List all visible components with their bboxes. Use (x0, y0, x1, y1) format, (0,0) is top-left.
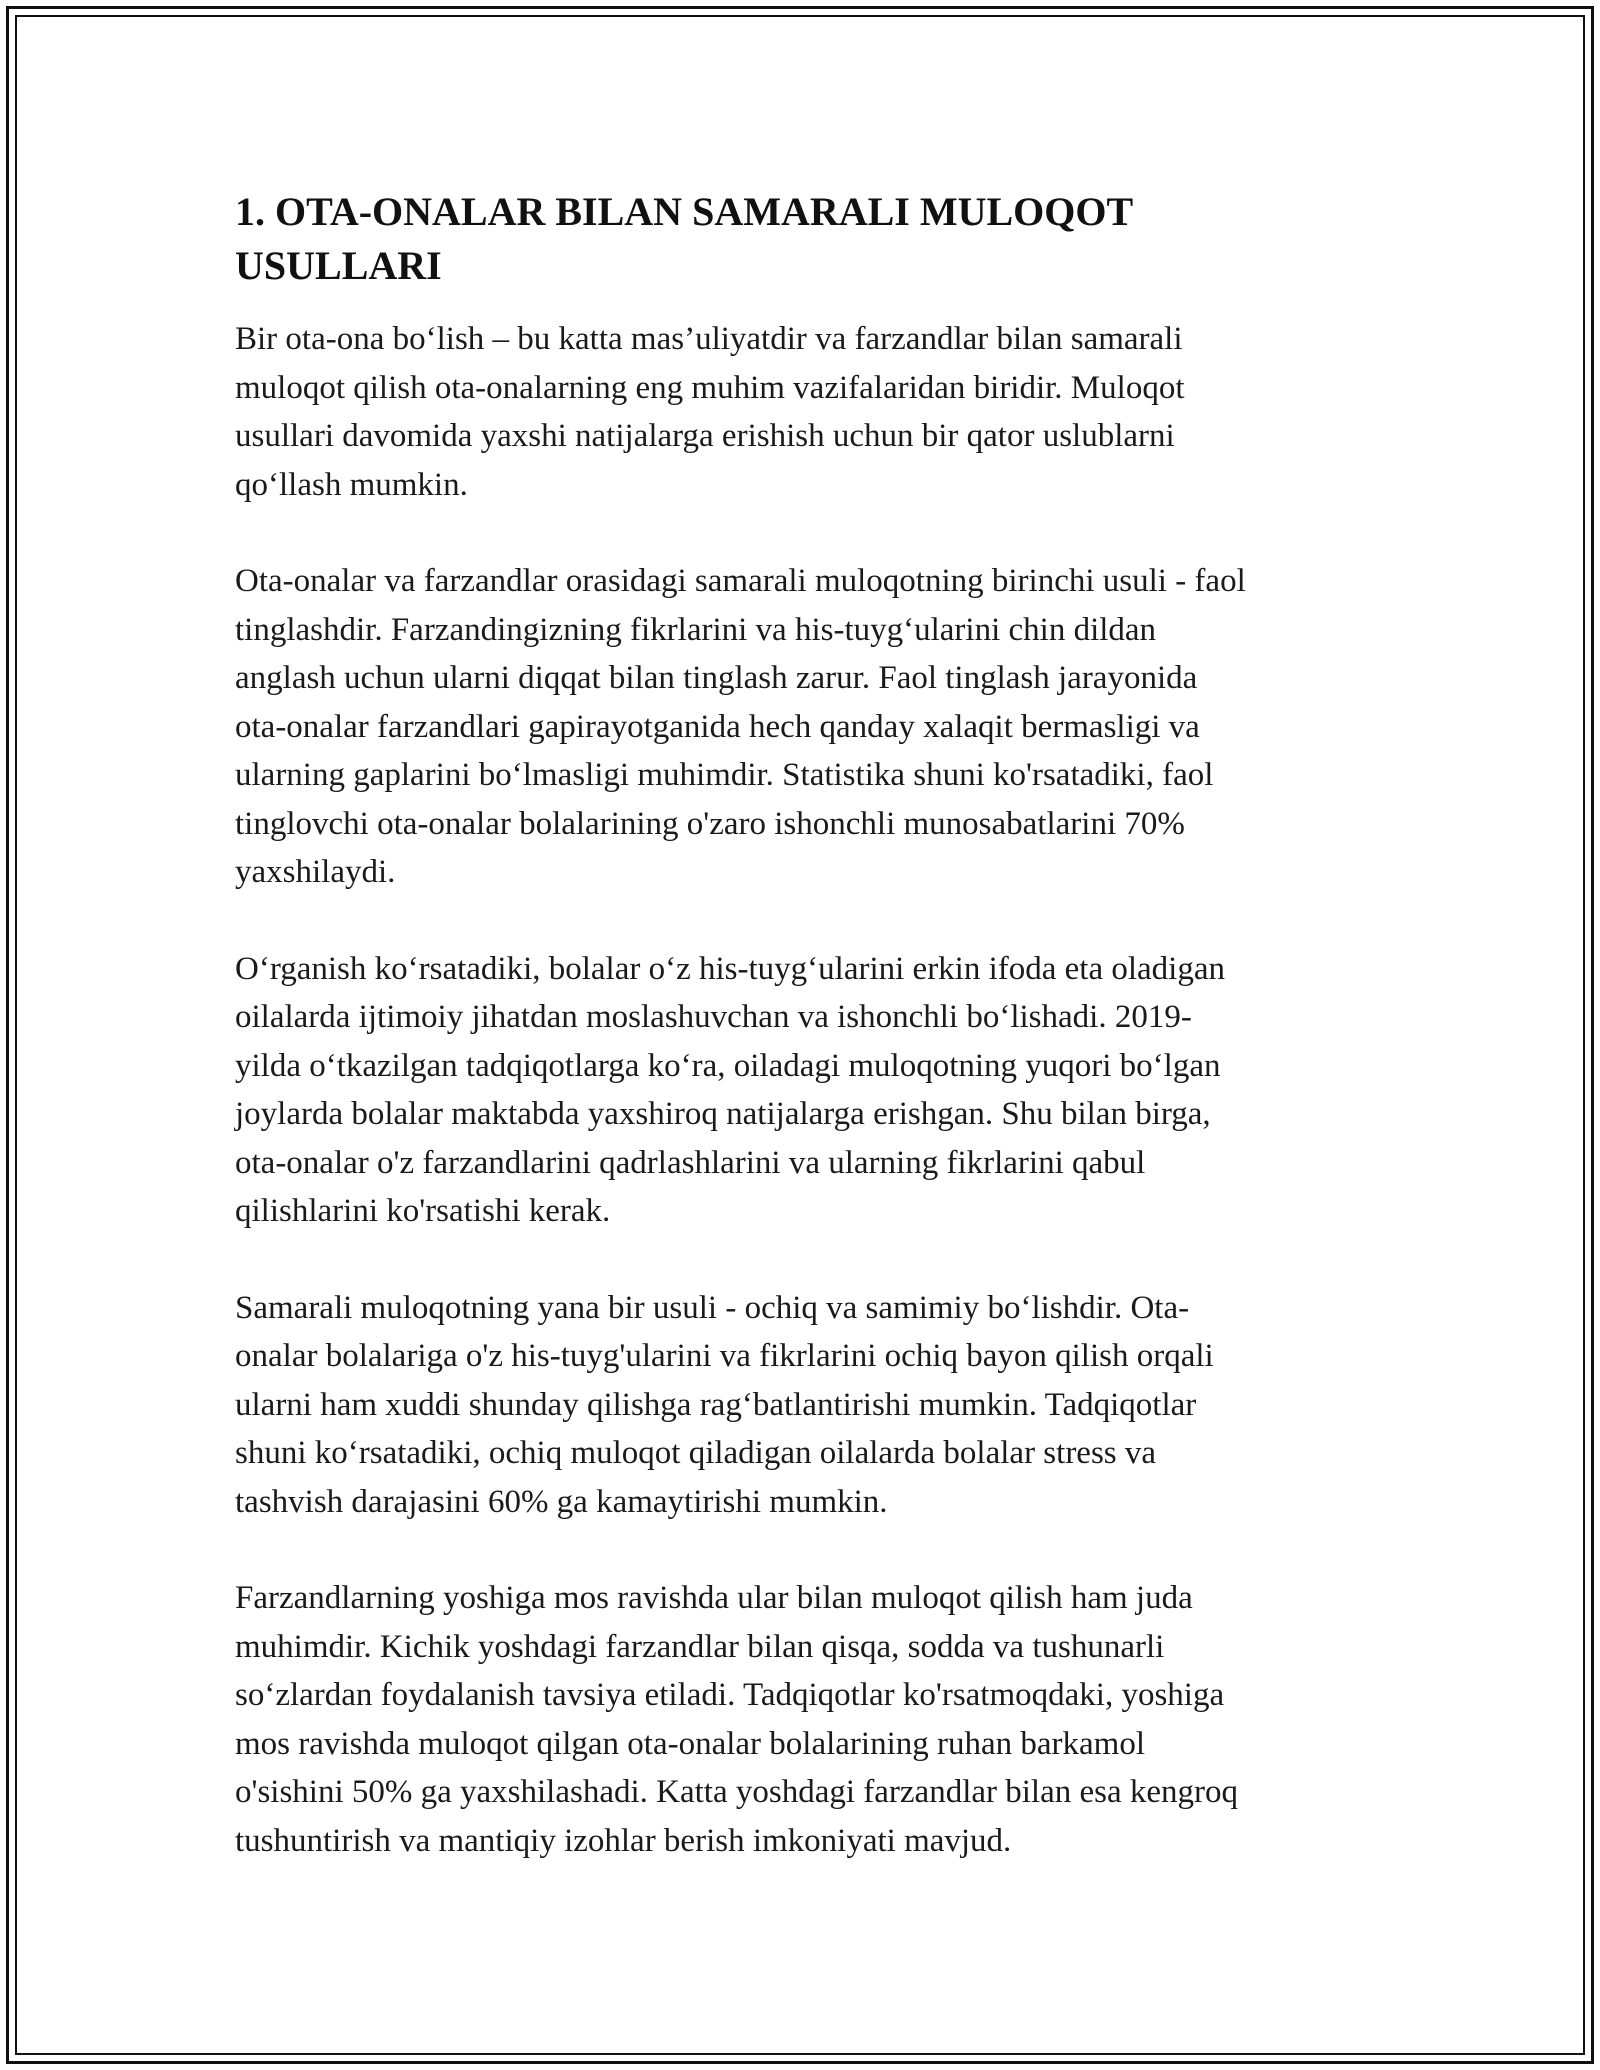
text-line: tinglashdir. Farzandingizning fikrlarini va his-tuyg‘ularini chin dildan (235, 611, 1157, 648)
text-line: qo‘llash mumkin. (235, 466, 468, 503)
text-line: ota-onalar farzandlari gapirayotganida hech qanday xalaqit bermasligi va (235, 708, 1200, 745)
text-line: anglash uchun ularni diqqat bilan tinglash zarur. Faol tinglash jarayonida (235, 660, 1198, 696)
text-line: muloqot qilish ota-onalarning eng muhim vazifalaridan biridir. Muloqot (235, 369, 1185, 406)
text-line: ota-onalar o'z farzandlarini qadrlashlarini va ularning fikrlarini qabul (235, 1144, 1146, 1181)
paragraph-5 (235, 1574, 1370, 1865)
text-line: o'sishini 50% ga yaxshilashadi. Katta yoshdagi farzandlar bilan esa kengroq (235, 1774, 1239, 1810)
text-line: joylarda bolalar maktabda yaxshiroq natijalarga erishgan. Shu bilan birga, (235, 1096, 1211, 1132)
text-line: onalar bolalariga o'z his-tuyg'ularini va fikrlarini ochiq bayon qilish orqali (235, 1338, 1214, 1374)
text-line: oilalarda ijtimoiy jihatdan moslashuvchan va ishonchli bo‘lishadi. 2019- (235, 999, 1192, 1035)
text-line: yaxshilaydi. (235, 854, 396, 890)
text-line: ularning gaplarini bo‘lmasligi muhimdir. Statistika shuni ko'rsatadiki, faol (235, 757, 1214, 793)
text-line: tushuntirish va mantiqiy izohlar berish imkoniyati mavjud. (235, 1822, 1012, 1859)
paragraph-2 (235, 557, 1370, 897)
text-line: Farzandlarning yoshiga mos ravishda ular bilan muloqot qilish ham juda (235, 1580, 1193, 1616)
text-line: mos ravishda muloqot qilgan ota-onalar bolalarining ruhan barkamol (235, 1725, 1146, 1762)
paragraph-4 (235, 1284, 1370, 1527)
text-line: O‘rganish ko‘rsatadiki, bolalar o‘z his-tuyg‘ularini erkin ifoda eta oladigan (235, 950, 1225, 987)
text-line: Samarali muloqotning yana bir usuli - ochiq va samimiy bo‘lishdir. Ota- (235, 1289, 1190, 1326)
text-line: usullari davomida yaxshi natijalarga erishish uchun bir qator uslublarni (235, 418, 1175, 454)
heading-line: USULLARI (235, 243, 442, 288)
paragraph-1 (235, 315, 1370, 509)
heading-line: 1. OTA-ONALAR BILAN SAMARALI MULOQOT (235, 189, 1134, 234)
text-line: qilishlarini ko'rsatishi kerak. (235, 1193, 611, 1229)
text-line: tashvish darajasini 60% ga kamaytirishi mumkin. (235, 1483, 888, 1520)
text-line: ularni ham xuddi shunday qilishga rag‘batlantirishi mumkin. Tadqiqotlar (235, 1386, 1197, 1423)
text-line: so‘zlardan foydalanish tavsiya etiladi. Tadqiqotlar ko'rsatmoqdaki, yoshiga (235, 1677, 1225, 1713)
text-line: yilda o‘tkazilgan tadqiqotlarga ko‘ra, oiladagi muloqotning yuqori bo‘lgan (235, 1047, 1221, 1084)
text-line: Ota-onalar va farzandlar orasidagi samarali muloqotning birinchi usuli - faol (235, 563, 1246, 599)
text-line: tinglovchi ota-onalar bolalarining o'zaro ishonchli munosabatlarini 70% (235, 805, 1185, 842)
text-line: muhimdir. Kichik yoshdagi farzandlar bilan qisqa, sodda va tushunarli (235, 1628, 1165, 1665)
text-line: Bir ota-ona bo‘lish – bu katta mas’uliyatdir va farzandlar bilan samarali (235, 321, 1183, 357)
paragraph-3 (235, 945, 1370, 1236)
document-body (235, 185, 1370, 1913)
section-heading (235, 185, 1370, 293)
text-line: shuni ko‘rsatadiki, ochiq muloqot qiladigan oilalarda bolalar stress va (235, 1435, 1157, 1471)
